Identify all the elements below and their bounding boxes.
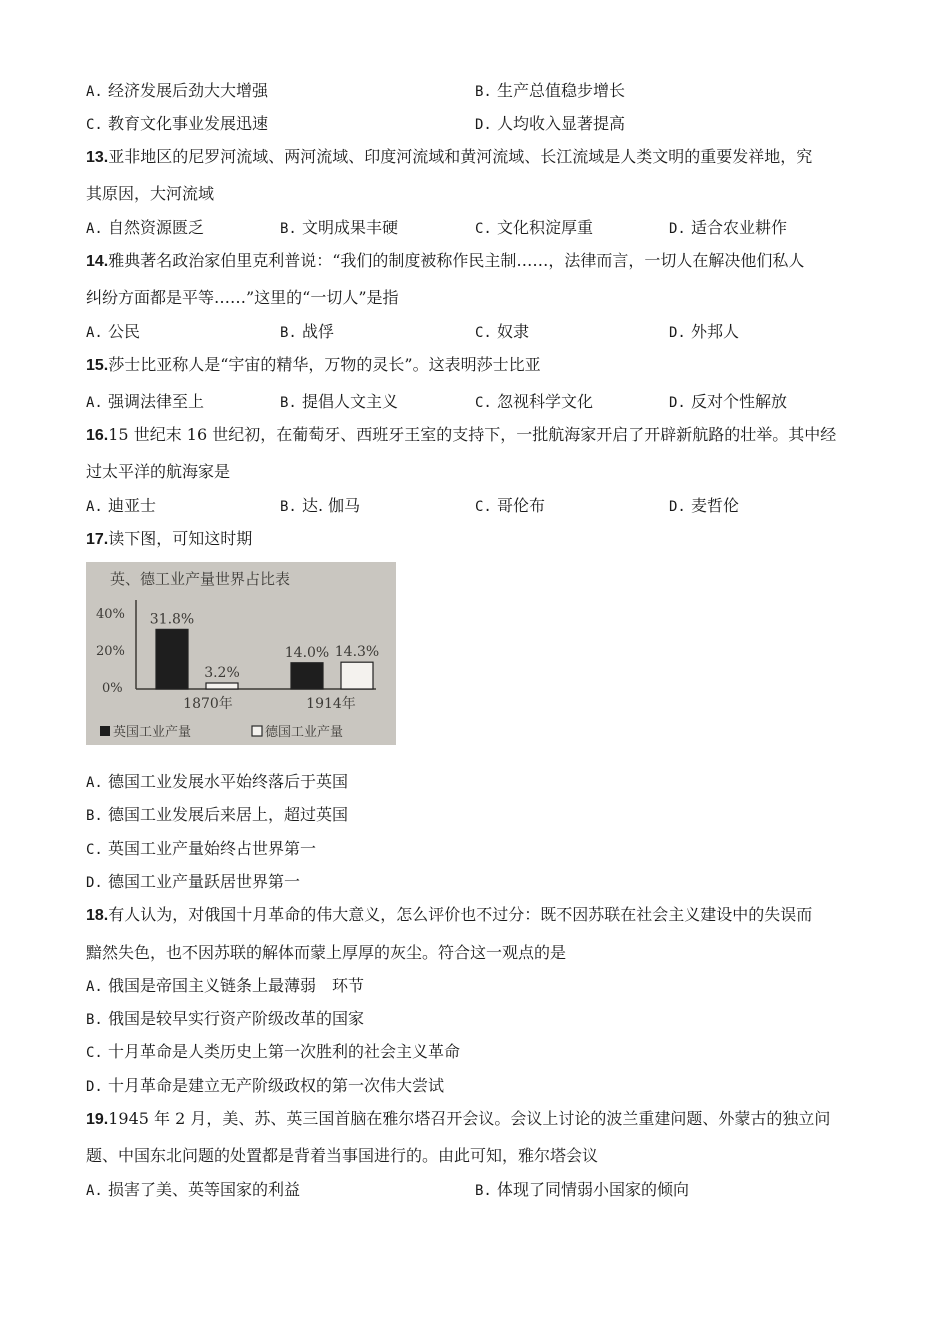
q19-option-a: A. 损害了美、英等国家的利益 bbox=[86, 1180, 300, 1199]
q18-option-b: B. 俄国是较早实行资产阶级改革的国家 bbox=[86, 1009, 364, 1028]
chart-canvas bbox=[86, 562, 396, 745]
q17-option-a: A. 德国工业发展水平始终落后于英国 bbox=[86, 772, 348, 791]
q19-stem: 19.1945 年 2 月，美、苏、英三国首脑在雅尔塔召开会议。会议上讨论的波兰重建问题、外蒙古的独立问 bbox=[86, 1109, 831, 1128]
q16-option-d: D. 麦哲伦 bbox=[669, 496, 739, 515]
q13-option-a: A. 自然资源匮乏 bbox=[86, 218, 204, 237]
y-tick-20: 20% bbox=[96, 644, 125, 659]
bar-britain-1870 bbox=[156, 629, 188, 689]
legend-label-britain: 英国工业产量 bbox=[113, 725, 192, 740]
q17-option-b: B. 德国工业发展后来居上，超过英国 bbox=[86, 805, 348, 824]
q19-option-b: B. 体现了同情弱小国家的倾向 bbox=[475, 1180, 689, 1199]
q12-option-b: B. 生产总值稳步增长 bbox=[475, 81, 625, 100]
q16-option-c: C. 哥伦布 bbox=[475, 496, 545, 515]
bar-germany-1870 bbox=[206, 683, 238, 689]
data-label-britain-1914: 14.0% bbox=[284, 644, 330, 661]
bar-germany-1914 bbox=[341, 662, 373, 689]
q16-stem: 16.15 世纪末 16 世纪初，在葡萄牙、西班牙王室的支持下，一批航海家开启了开辟新航路的壮举。其中经 bbox=[86, 425, 837, 444]
q17-option-d: D. 德国工业产量跃居世界第一 bbox=[86, 872, 300, 891]
q14-option-c: C. 奴隶 bbox=[475, 322, 529, 341]
bars-layer bbox=[150, 611, 379, 689]
y-tick-0: 0% bbox=[102, 681, 123, 696]
q13-stem: 13.亚非地区的尼罗河流域、两河流域、印度河流域和黄河流域、长江流域是人类文明的重要发祥地，究 bbox=[86, 147, 813, 166]
q15-option-c: C. 忽视科学文化 bbox=[475, 392, 593, 411]
q17-stem: 17.读下图，可知这时期 bbox=[86, 529, 253, 548]
q19-stem-cont: 题、中国东北问题的处置都是背着当事国进行的。由此可知，雅尔塔会议 bbox=[86, 1146, 599, 1165]
q13-option-b: B. 文明成果丰硬 bbox=[280, 218, 398, 237]
x-label-1870: 1870年 bbox=[183, 696, 233, 712]
data-label-britain-1870: 31.8% bbox=[149, 611, 195, 628]
q14-stem-cont: 纠纷方面都是平等……”这里的“一切人”是指 bbox=[86, 288, 399, 307]
legend-label-germany: 德国工业产量 bbox=[265, 725, 344, 740]
y-tick-40: 40% bbox=[96, 607, 125, 622]
q15-option-d: D. 反对个性解放 bbox=[669, 392, 787, 411]
q16-option-a: A. 迪亚士 bbox=[86, 496, 156, 515]
legend-swatch-germany bbox=[252, 726, 262, 736]
bar-britain-1914 bbox=[291, 663, 323, 689]
q14-option-a: A. 公民 bbox=[86, 322, 140, 341]
q14-option-d: D. 外邦人 bbox=[669, 322, 739, 341]
legend-swatch-britain bbox=[100, 726, 110, 736]
q14-stem: 14.雅典著名政治家伯里克利普说：“我们的制度被称作民主制……，法律而言，一切人在解决他们私人 bbox=[86, 251, 805, 270]
q18-option-a: A. 俄国是帝国主义链条上最薄弱 环节 bbox=[86, 976, 364, 995]
q12-option-a: A. 经济发展后劲大大增强 bbox=[86, 81, 268, 100]
q12-option-d: D. 人均收入显著提高 bbox=[475, 114, 625, 133]
q16-option-b: B. 达. 伽马 bbox=[280, 496, 361, 515]
q13-option-d: D. 适合农业耕作 bbox=[669, 218, 787, 237]
q18-stem: 18.有人认为，对俄国十月革命的伟大意义，怎么评价也不过分：既不因苏联在社会主义建设中的失误而 bbox=[86, 905, 813, 924]
data-label-germany-1870: 3.2% bbox=[204, 665, 240, 681]
q13-stem-cont: 其原因，大河流域 bbox=[86, 184, 215, 203]
data-label-germany-1914: 14.3% bbox=[334, 644, 380, 661]
q13-option-c: C. 文化积淀厚重 bbox=[475, 218, 593, 237]
q15-option-b: B. 提倡人文主义 bbox=[280, 392, 398, 411]
q16-stem-cont: 过太平洋的航海家是 bbox=[86, 462, 231, 481]
industrial-output-chart bbox=[86, 562, 396, 745]
chart-title: 英、德工业产量世界占比表 bbox=[110, 570, 291, 588]
q18-option-c: C. 十月革命是人类历史上第一次胜利的社会主义革命 bbox=[86, 1042, 460, 1061]
q14-option-b: B. 战俘 bbox=[280, 322, 334, 341]
q15-option-a: A. 强调法律至上 bbox=[86, 392, 204, 411]
q18-stem-cont: 黯然失色，也不因苏联的解体而蒙上厚厚的灰尘。符合这一观点的是 bbox=[86, 943, 567, 962]
x-label-1914: 1914年 bbox=[306, 696, 356, 712]
q15-stem: 15.莎士比亚称人是“宇宙的精华，万物的灵长”。这表明莎士比亚 bbox=[86, 355, 541, 374]
q18-option-d: D. 十月革命是建立无产阶级政权的第一次伟大尝试 bbox=[86, 1076, 444, 1095]
q17-option-c: C. 英国工业产量始终占世界第一 bbox=[86, 839, 316, 858]
q12-option-c: C. 教育文化事业发展迅速 bbox=[86, 114, 268, 133]
